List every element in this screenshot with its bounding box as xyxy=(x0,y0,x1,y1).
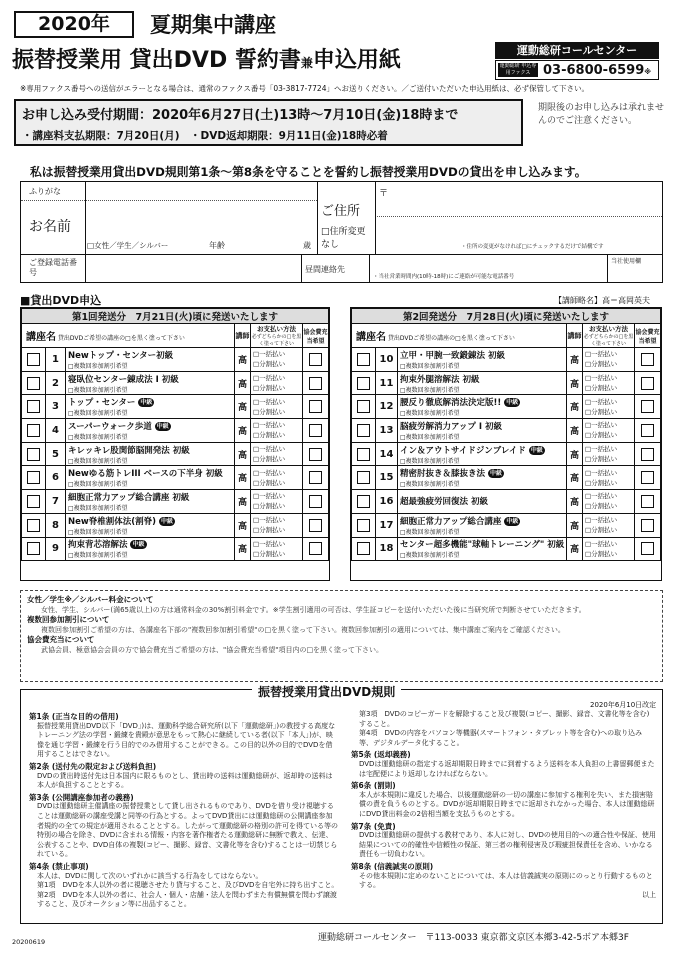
address-change-checkbox[interactable]: □住所変更なし xyxy=(321,227,366,250)
pay-lump-sum-option[interactable]: □一括払い xyxy=(585,350,618,359)
pay-installment-option[interactable]: □分割払い xyxy=(253,526,286,535)
course-number: 3 xyxy=(46,395,66,419)
pay-lump-sum-option[interactable]: □一括払い xyxy=(253,516,286,525)
fax-note: ※専用ファクス番号への送信がエラーとなる場合は、通常のファクス番号「03-3817-7724」へお送りください。／ご送付いただいた申込用紙は、必ず保管して下さい。 xyxy=(20,84,589,93)
assoc-fee-checkbox[interactable] xyxy=(309,519,322,532)
section-title: ■貸出DVD申込 xyxy=(20,294,102,307)
course-lecturer: 高 xyxy=(567,490,583,514)
pay-installment-option[interactable]: □分割払い xyxy=(585,502,618,511)
course-row xyxy=(22,537,329,561)
level-badge: 中級 xyxy=(160,517,173,525)
rules-right-column xyxy=(351,710,656,900)
course-select-checkbox[interactable] xyxy=(357,519,370,532)
pay-lump-sum-option[interactable]: □一括払い xyxy=(253,468,286,477)
rule-heading: 第1条 (正当な目的の借用) xyxy=(29,712,119,721)
rule-body: 以上 xyxy=(642,890,656,899)
pay-lump-sum-option[interactable]: □一括払い xyxy=(253,350,286,359)
course-lecturer: 高 xyxy=(567,395,583,419)
pay-lump-sum-option[interactable]: □一括払い xyxy=(253,374,286,383)
course-lecturer: 高 xyxy=(567,419,583,443)
course-row xyxy=(22,513,329,537)
multi-discount-checkbox[interactable]: □複数回参加割引希望 xyxy=(400,362,460,370)
course-select-checkbox[interactable] xyxy=(27,424,40,437)
course-select-checkbox[interactable] xyxy=(27,448,40,461)
course-select-checkbox[interactable] xyxy=(357,400,370,413)
pay-installment-option[interactable]: □分割払い xyxy=(253,431,286,440)
phone-label: ご登録電話番号 xyxy=(29,258,77,277)
course-row xyxy=(22,395,329,419)
round2-col-name: 講座名 貸出DVDご希望の講座の□を黒く塗って下さい xyxy=(352,324,567,348)
pay-lump-sum-option[interactable]: □一括払い xyxy=(585,374,618,383)
pay-installment-option[interactable]: □分割払い xyxy=(585,478,618,487)
course-number: 13 xyxy=(376,419,398,443)
course-lecturer: 高 xyxy=(235,513,251,537)
course-select-checkbox[interactable] xyxy=(357,448,370,461)
course-select-checkbox[interactable] xyxy=(27,400,40,413)
multi-discount-checkbox[interactable]: □複数回参加割引希望 xyxy=(68,504,128,512)
daytime-note: ・当社営業時間内(10時-18時)にご連絡が可能な電話番号 xyxy=(373,274,515,280)
rule-body: 第4項 DVDの内容をパソコン等機器(スマートフォン・タブレット等を含む)への取り込み等、デジタルデータ化すること。 xyxy=(359,729,643,747)
course-name: イン＆アウトサイドジンブレイド 中級 xyxy=(400,445,543,456)
course-number: 9 xyxy=(46,537,66,561)
round2-table xyxy=(351,308,661,561)
assoc-fee-checkbox[interactable] xyxy=(309,542,322,555)
course-row xyxy=(352,513,661,537)
pay-installment-option[interactable]: □分割払い xyxy=(253,478,286,487)
course-number: 2 xyxy=(46,371,66,395)
multi-discount-checkbox[interactable]: □複数回参加割引希望 xyxy=(400,457,460,465)
course-number: 17 xyxy=(376,513,398,537)
course-select-checkbox[interactable] xyxy=(357,495,370,508)
rule-body: DVDは運動総研主催講座の振替授業として貸し出されるものであり、DVDを借り受け視聴することは運動総研の講座受講と同等の行為とする。よってDVD貸出には運動総研の公開講座参加者規約の全ての規定が適用されることとする。したがって運動総研の格別の許可を得ている等の特別の場合を除き、DVDに含まれる情報・内容を著作権者たる運動総研に無断で教え、伝達、公表することや、DVD自体の複製(コピー、撮影、録音、文書化等を含む)することは一切禁じられている。 xyxy=(37,802,338,859)
fax-number: 03-6800-6599※ xyxy=(543,63,652,78)
course-name: Newトップ・センター初級 xyxy=(68,350,174,361)
course-row xyxy=(352,490,661,514)
course-name: 精密肘抜き＆膝抜き法 中級 xyxy=(400,469,502,480)
rule-body: DVDは運動総研の提供する教材であり、本人に対し、DVDの使用目的への適合性や保証、使用結果についての的確性や信頼性の保証、第三者の権利侵害及び瑕疵担保責任を含め、いかなる責任も一切負わない。 xyxy=(359,831,656,859)
course-select-checkbox[interactable] xyxy=(357,542,370,555)
course-number: 11 xyxy=(376,371,398,395)
course-lecturer: 高 xyxy=(235,490,251,514)
course-number: 18 xyxy=(376,537,398,561)
course-name: キレッキレ股関節脳開発法 初級 xyxy=(68,445,190,456)
age-unit: 歳 xyxy=(303,241,311,250)
footer-address: 運動総研コールセンター 〒113-0033 東京都文京区本郷3-42-5ボア本郷3F xyxy=(318,933,629,943)
rule-heading: 第3条 (公開講座参加者の義務) xyxy=(29,792,134,802)
doc-code: 20200619 xyxy=(12,938,46,946)
info-heading-multi: 複数回参加割引について xyxy=(27,615,110,624)
course-name: 細胞正常力アップ総合講座 中級 xyxy=(400,516,519,527)
attribute-checkbox[interactable]: □女性／学生／シルバー xyxy=(87,241,169,250)
assoc-fee-checkbox[interactable] xyxy=(641,400,654,413)
pay-lump-sum-option[interactable]: □一括払い xyxy=(253,492,286,501)
level-badge: 中級 xyxy=(530,446,543,454)
round1-table xyxy=(21,308,329,561)
course-lecturer: 高 xyxy=(567,466,583,490)
course-lecturer: 高 xyxy=(235,442,251,466)
pay-lump-sum-option[interactable]: □一括払い xyxy=(585,468,618,477)
assoc-fee-checkbox[interactable] xyxy=(641,471,654,484)
course-row xyxy=(352,537,661,561)
page-title: 夏期集中講座 xyxy=(150,13,276,37)
pay-lump-sum-option[interactable]: □一括払い xyxy=(585,397,618,406)
pay-lump-sum-option[interactable]: □一括払い xyxy=(253,397,286,406)
course-select-checkbox[interactable] xyxy=(27,353,40,366)
assoc-fee-checkbox[interactable] xyxy=(309,353,322,366)
course-number: 8 xyxy=(46,513,66,537)
course-name: Newゆる筋トレIII ベースの下半身 初級 xyxy=(68,469,223,480)
assoc-fee-checkbox[interactable] xyxy=(641,377,654,390)
pay-installment-option[interactable]: □分割払い xyxy=(585,384,618,393)
course-select-checkbox[interactable] xyxy=(27,519,40,532)
course-row xyxy=(22,419,329,443)
age-label: 年齢 xyxy=(209,241,225,250)
subtitle-ken: 兼 xyxy=(300,56,313,70)
pay-installment-option[interactable]: □分割払い xyxy=(253,384,286,393)
course-row xyxy=(22,348,329,372)
round2-col-assoc: 協会費充当希望 xyxy=(635,324,661,348)
multi-discount-checkbox[interactable]: □複数回参加割引希望 xyxy=(400,528,460,536)
pay-lump-sum-option[interactable]: □一括払い xyxy=(585,539,618,548)
info-body-discount: 女性、学生、シルバー(満65歳以上)の方は通常料金の30%割引料金です。※学生割引適用の可否は、学生証コピーを送付いただいた後に当研究所で判断させていただきます。 xyxy=(41,606,586,614)
course-select-checkbox[interactable] xyxy=(27,471,40,484)
rule-heading: 第6条 (罰則) xyxy=(351,781,396,791)
info-heading-discount: 女性／学生※／シルバー料金について xyxy=(27,595,154,604)
course-name: 細胞正常力アップ総合講座 初級 xyxy=(68,492,190,503)
name-label: お名前 xyxy=(29,219,71,235)
address-label: ご住所 xyxy=(321,204,361,219)
address-change-note: ・住所の変更がなければ□にチェックするだけで結構です xyxy=(461,244,604,250)
multi-discount-checkbox[interactable]: □複数回参加割引希望 xyxy=(400,552,460,560)
pay-installment-option[interactable]: □分割払い xyxy=(585,360,618,369)
round1-col-name: 講座名 貸出DVDご希望の講座の□を黒く塗って下さい xyxy=(22,324,235,348)
rule-body: 本人が本規則に違反した場合、以後運動総研の一切の講座に参加する権利を失い、また損害賠償の責を負うものとする。DVDが返却期限日時までに返却されなかった場合、本人は運動総研にDVD貸出料金の2倍相当額を支払うものとする。 xyxy=(359,790,655,818)
rules-box xyxy=(20,689,663,924)
round2-col-lecturer: 講師 xyxy=(567,324,583,348)
call-center-label: 運動総研コールセンター xyxy=(495,42,659,59)
course-number: 10 xyxy=(376,348,398,372)
pay-lump-sum-option[interactable]: □一括払い xyxy=(585,421,618,430)
round2-col-pay: お支払い方法 必ずどちらかの□を黒く塗って下さい xyxy=(583,325,634,347)
course-lecturer: 高 xyxy=(235,466,251,490)
course-row xyxy=(22,442,329,466)
course-row xyxy=(352,442,661,466)
postal-mark: 〒 xyxy=(379,189,389,199)
pledge-statement: 私は振替授業用貸出DVD規則第1条～第8条を守ることを誓約し振替授業用DVDの貸出を申し込みます。 xyxy=(30,165,587,179)
course-name: New脊椎割体法(割脊) 中級 xyxy=(68,516,173,527)
round1-table-wrap xyxy=(20,307,330,581)
assoc-fee-checkbox[interactable] xyxy=(309,495,322,508)
fax-label: 運動総研 申込専用ファクス xyxy=(499,63,537,76)
pay-installment-option[interactable]: □分割払い xyxy=(585,431,618,440)
course-number: 14 xyxy=(376,442,398,466)
info-box xyxy=(20,590,663,682)
assoc-fee-checkbox[interactable] xyxy=(309,471,322,484)
assoc-fee-checkbox[interactable] xyxy=(641,495,654,508)
pay-lump-sum-option[interactable]: □一括払い xyxy=(585,492,618,501)
round2-table-wrap xyxy=(350,307,662,581)
rule-heading: 第5条 (返却義務) xyxy=(351,750,411,760)
multi-discount-checkbox[interactable]: □複数回参加割引希望 xyxy=(68,433,128,441)
level-badge: 中級 xyxy=(506,399,519,407)
course-lecturer: 高 xyxy=(567,348,583,372)
page-subtitle xyxy=(12,43,401,74)
course-lecturer: 高 xyxy=(567,537,583,561)
pay-lump-sum-option[interactable]: □一括払い xyxy=(253,445,286,454)
course-number: 1 xyxy=(46,348,66,372)
assoc-fee-checkbox[interactable] xyxy=(641,424,654,437)
rule-body: 第1項 DVDを本人以外の者に視聴させたり貸与すること、及びDVDを自宅外に持ち出すこと。 xyxy=(37,881,339,890)
multi-discount-checkbox[interactable]: □複数回参加割引希望 xyxy=(68,410,128,418)
assoc-fee-checkbox[interactable] xyxy=(309,377,322,390)
assoc-fee-checkbox[interactable] xyxy=(641,542,654,555)
multi-discount-checkbox[interactable]: □複数回参加割引希望 xyxy=(68,481,128,489)
course-row xyxy=(352,395,661,419)
course-name: 立甲・甲腕一致鍛錬法 初級 xyxy=(400,350,505,361)
course-lecturer: 高 xyxy=(235,419,251,443)
rules-title: 振替授業用貸出DVD規則 xyxy=(252,683,401,700)
pay-installment-option[interactable]: □分割払い xyxy=(253,407,286,416)
pay-lump-sum-option[interactable]: □一括払い xyxy=(585,516,618,525)
round1-col-assoc: 協会費充当希望 xyxy=(303,324,329,348)
course-row xyxy=(22,466,329,490)
round1-col-lecturer: 講師 xyxy=(235,324,251,348)
furigana-label: ふりがな xyxy=(29,187,61,196)
pay-installment-option[interactable]: □分割払い xyxy=(253,549,286,558)
level-badge: 中級 xyxy=(489,470,502,478)
course-number: 4 xyxy=(46,419,66,443)
course-select-checkbox[interactable] xyxy=(27,542,40,555)
course-name: 超最強疲労回復法 初級 xyxy=(400,497,488,508)
rule-body: 第3項 DVDのコピーガードを解除すること及び複製(コピー、撮影、録音、文書化等を含む)すること。 xyxy=(359,710,650,728)
rule-body: 本人は、DVDに関して次のいずれかに該当する行為をしてはならない。 xyxy=(37,871,263,880)
course-row xyxy=(352,371,661,395)
rule-heading: 第4条 (禁止事項) xyxy=(29,861,89,871)
level-badge: 中級 xyxy=(132,541,145,549)
course-name: スーパーウォーク歩道 中級 xyxy=(68,421,169,432)
course-number: 12 xyxy=(376,395,398,419)
course-name: センター超多機能"球軸トレーニング" 初級 xyxy=(400,540,565,551)
rule-heading: 第2条 (送付先の限定および送料負担) xyxy=(29,761,157,771)
year-box: 2020年 xyxy=(14,11,134,38)
course-row xyxy=(352,466,661,490)
multi-discount-checkbox[interactable]: □複数回参加割引希望 xyxy=(68,362,128,370)
rule-body: DVDの貸出時送付先は日本国内に限るものとし、貸出時の送料は運動総研が、返却時の送料は本人が負担することとする。 xyxy=(37,771,333,790)
round1-header: 第1回発送分 7月21日(火)頃に発送いたします xyxy=(22,309,329,324)
pay-installment-option[interactable]: □分割払い xyxy=(585,407,618,416)
pay-installment-option[interactable]: □分割払い xyxy=(253,502,286,511)
course-number: 6 xyxy=(46,466,66,490)
course-lecturer: 高 xyxy=(235,348,251,372)
course-select-checkbox[interactable] xyxy=(27,495,40,508)
assoc-fee-checkbox[interactable] xyxy=(641,353,654,366)
subtitle-end: 申込用紙 xyxy=(312,48,401,73)
course-select-checkbox[interactable] xyxy=(357,353,370,366)
rule-body: 振替授業用貸出DVD以下「DVD」)は、運動科学総合研究所(以下「運動総研」)の教授する高度なトレーニング法の学習・鍛練を貴殿が意思をもって熱心に継続している者(以下「本人」)が、映像を通じ学習・鍛練を行う目的でのみ借用することができる。この目的以外の目的でDVDを借用することはできない。 xyxy=(37,721,336,759)
multi-discount-checkbox[interactable]: □複数回参加割引希望 xyxy=(68,552,128,560)
rule-heading: 第7条 (免責) xyxy=(351,821,396,831)
course-number: 5 xyxy=(46,442,66,466)
round1-col-pay: お支払い方法 必ずどちらかの□を黒く塗って下さい xyxy=(251,325,302,347)
course-lecturer: 高 xyxy=(235,537,251,561)
multi-discount-checkbox[interactable]: □複数回参加割引希望 xyxy=(400,410,460,418)
course-number: 15 xyxy=(376,466,398,490)
assoc-fee-checkbox[interactable] xyxy=(641,519,654,532)
course-number: 7 xyxy=(46,490,66,514)
multi-discount-checkbox[interactable]: □複数回参加割引希望 xyxy=(400,481,460,489)
course-select-checkbox[interactable] xyxy=(357,471,370,484)
applicant-form xyxy=(20,181,663,283)
multi-discount-checkbox[interactable]: □複数回参加割引希望 xyxy=(400,433,460,441)
rules-left-column xyxy=(29,710,339,910)
fax-box xyxy=(495,60,659,80)
course-number: 16 xyxy=(376,490,398,514)
course-lecturer: 高 xyxy=(567,442,583,466)
multi-discount-checkbox[interactable]: □複数回参加割引希望 xyxy=(400,386,460,394)
info-body-multi: 複数回参加割引ご希望の方は、各講座名下部の"複数回参加割引希望"の□を黒く塗って下さい。複数回参加割引の適用については、集中講座ご案内をご確認ください。 xyxy=(41,626,565,634)
application-period: お申し込み受付期間：2020年6月27日(土)13時～7月10日(金)18時まで xyxy=(22,108,459,123)
multi-discount-checkbox[interactable]: □複数回参加割引希望 xyxy=(68,528,128,536)
rule-heading: 第8条 (信義誠実の原則) xyxy=(351,861,434,871)
course-name: トップ・センター 中級 xyxy=(68,398,153,409)
payment-deadlines: ・講座料支払期限：7月20日(月) ・DVD返却期限：9月11日(金)18時必着 xyxy=(22,130,388,142)
course-lecturer: 高 xyxy=(567,513,583,537)
rule-body: 第2項 DVDを本人以外の者に、社会人・個人・店舗・法人を問わずまた有償無償を問わず譲渡すること、及びオークション等に出品すること。 xyxy=(37,890,337,909)
info-body-assoc: 武協会員、極意協会会員の方で協会費充当ご希望の方は、"協会費充当希望"項目内の□を黒く塗って下さい。 xyxy=(41,646,384,654)
info-heading-assoc: 協会費充当について xyxy=(27,635,95,644)
course-name: 寝臥位センター錬成法 I 初級 xyxy=(68,374,179,385)
daytime-contact-label: 昼間連絡先 xyxy=(305,265,345,274)
level-badge: 中級 xyxy=(140,399,153,407)
period-note: 期限後のお申し込みは承れませんのでご注意ください。 xyxy=(538,103,665,126)
pay-lump-sum-option[interactable]: □一括払い xyxy=(253,539,286,548)
course-select-checkbox[interactable] xyxy=(27,377,40,390)
course-select-checkbox[interactable] xyxy=(357,377,370,390)
subtitle-main: 振替授業用 貸出DVD 誓約書 xyxy=(12,48,301,73)
lecturer-legend: 【講師略名】高＝高岡英夫 xyxy=(554,296,650,305)
pay-installment-option[interactable]: □分割払い xyxy=(253,455,286,464)
course-name: 拘束外腿溶解法 初級 xyxy=(400,374,480,385)
level-badge: 中級 xyxy=(156,422,169,430)
course-name: 腰反り徹底解消法決定版!! 中級 xyxy=(400,398,519,409)
office-use-label: 当社使用欄 xyxy=(611,258,642,265)
multi-discount-checkbox[interactable]: □複数回参加割引希望 xyxy=(68,386,128,394)
course-name: 脳疲労解消力アップ I 初級 xyxy=(400,421,502,432)
assoc-fee-checkbox[interactable] xyxy=(641,448,654,461)
course-row xyxy=(352,348,661,372)
pay-lump-sum-option[interactable]: □一括払い xyxy=(585,445,618,454)
pay-installment-option[interactable]: □分割払い xyxy=(585,526,618,535)
pay-lump-sum-option[interactable]: □一括払い xyxy=(253,421,286,430)
course-row xyxy=(352,419,661,443)
pay-installment-option[interactable]: □分割払い xyxy=(585,549,618,558)
course-lecturer: 高 xyxy=(567,371,583,395)
rule-body: DVDは運動総研の指定する返却期限日時までに到着するよう送料を本人負担の上書留郵便または宅配便により返却しなければならない。 xyxy=(359,759,655,778)
course-row xyxy=(22,490,329,514)
assoc-fee-checkbox[interactable] xyxy=(309,400,322,413)
multi-discount-checkbox[interactable]: □複数回参加割引希望 xyxy=(68,457,128,465)
round2-header: 第2回発送分 7月28日(火)頃に発送いたします xyxy=(352,309,661,324)
pay-installment-option[interactable]: □分割払い xyxy=(585,455,618,464)
course-row xyxy=(22,371,329,395)
course-name: 拘束背芯溶解法 中級 xyxy=(68,540,145,551)
rule-body: その他本規則に定めのないことについては、本人は信義誠実の原則にのっとり行動するものとする。 xyxy=(359,871,653,890)
course-select-checkbox[interactable] xyxy=(357,424,370,437)
course-lecturer: 高 xyxy=(235,395,251,419)
assoc-fee-checkbox[interactable] xyxy=(309,424,322,437)
course-lecturer: 高 xyxy=(235,371,251,395)
level-badge: 中級 xyxy=(506,517,519,525)
assoc-fee-checkbox[interactable] xyxy=(309,448,322,461)
rules-revised-date: 2020年6月10日改定 xyxy=(590,701,657,709)
pay-installment-option[interactable]: □分割払い xyxy=(253,360,286,369)
